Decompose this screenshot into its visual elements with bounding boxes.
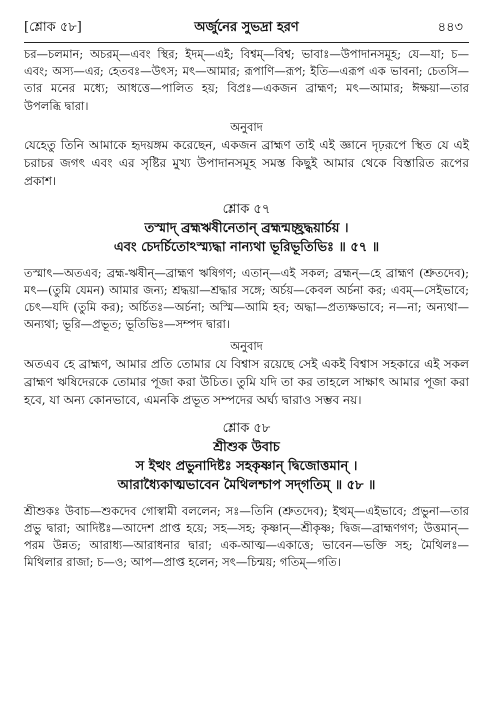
translation-heading: অনুবাদ	[230, 119, 263, 134]
verse-line: স ইত্থং প্রভুনাদিষ্টঃ সহকৃষ্ণান্‌ দ্বিজোত্তমান্‌ ।	[135, 458, 358, 474]
header-divider	[24, 42, 469, 43]
verse-number: শ্লোক ৫৮	[222, 420, 271, 436]
translation-paragraph: অতএব হে ব্রাহ্মণ, আমার প্রতি তোমার যে বিশ্বাস রয়েছে সেই একই বিশ্বাস সহকারে এই সকল ব্রাহ্মণ ঋষিদেরকে তোমার পূজা করা উচিত। তুমি যদি তা কর তাহলে সাক্ষাৎ আমার পূজা করা হবে, যা অন্য কোনভাবে, এমনকি প্রভূত সম্পদের অর্ঘ্য দ্বারাও সম্ভব নয়।	[24, 356, 469, 407]
chapter-reference: [শ্লোক ৫৮]	[24, 20, 82, 35]
page-title: অর্জুনের সুভদ্রা হরণ	[194, 20, 299, 35]
page-number: ৪৪৩	[437, 20, 463, 35]
translation-paragraph: যেহেতু তিনি আমাকে হৃদয়ঙ্গম করেছেন, একজন ব্রাহ্মণ তাই এই জ্ঞানে দৃঢ়রূপে স্থিত যে এই চরাচর জগৎ এবং এর সৃষ্টির মুখ্য উপাদানসমূহ সমস্ত কিছুই আমার থেকে বিস্তারিত রূপের প্রকাশ।	[24, 137, 469, 188]
page-body	[24, 46, 469, 571]
page-header	[24, 18, 469, 38]
verse-line: এবং চেদর্চিতোঽস্ম্যদ্ধা নান্যথা ভূরিভূতিভিঃ ॥ ৫৭ ॥	[113, 239, 380, 255]
synonyms-paragraph: চর—চলমান; অচরম্‌—এবং স্থির; ইদম্‌—এই; বিশ্বম্‌—বিশ্ব; ভাবাঃ—উপাদানসমূহ; যে—যা; চ—এবং; অস্য—এর; হেতবঃ—উৎস; মৎ—আমার; রূপাণি—রূপ; ইতি—এরূপ এক ভাবনা; চেতসি—তার মনের মধ্যে; আধত্তে—পালিত হয়; বিপ্রঃ—একজন ব্রাহ্মণ; মৎ—আমার; ঈক্ষয়া—তার উপলব্ধি দ্বারা।	[24, 47, 469, 113]
verse-number: শ্লোক ৫৭	[222, 201, 271, 217]
synonyms-paragraph: তস্মাৎ—অতএব; ব্রহ্ম-ঋষীন্‌—ব্রাহ্মণ ঋষিগণ; এতান্‌—এই সকল; ব্রহ্মন্‌—হে ব্রাহ্মণ (শ্রুতদেব); মৎ—(তুমি যেমন) আমার জন্য; শ্রদ্ধয়া—শ্রদ্ধার সঙ্গে; অর্চয়—কেবল অর্চনা কর; এবম্‌—সেইভাবে; চেৎ—যদি (তুমি কর); অর্চিতঃ—অর্চনা; অস্মি—আমি হব; অদ্ধা—প্রত্যক্ষভাবে; ন—না; অন্যথা—অন্যথা; ভূরি—প্রভূত; ভূতিভিঃ—সম্পদ দ্বারা।	[24, 265, 469, 332]
translation-heading: অনুবাদ	[230, 338, 263, 353]
verse-speaker: শ্রীশুক উবাচ	[213, 439, 280, 455]
verse-line: তস্মাদ্‌ ব্রহ্মঋষীনেতান্‌ ব্রহ্মন্মচ্ছ্রদ্ধয়ার্চয় ।	[144, 220, 349, 236]
synonyms-paragraph: শ্রীশুকঃ উবাচ—শুকদেব গোস্বামী বললেন; সঃ—তিনি (শ্রুতদেব); ইত্থম্‌—এইভাবে; প্রভুনা—তার প্রভু দ্বারা; আদিষ্টঃ—আদেশ প্রাপ্ত হয়ে; সহ—সহ; কৃষ্ণান্‌—শ্রীকৃষ্ণ; দ্বিজ—ব্রাহ্মণগণ; উত্তমান্‌—পরম উন্নত; আরাধ্য—আরাধনার দ্বারা; এক-আত্ম—একাত্তে; ভাবেন—ভক্তি সহ; মৈথিলঃ—মিথিলার রাজা; চ—ও; আপ—প্রাপ্ত হলেন; সৎ—চিন্ময়; গতিম্‌—গতি।	[24, 503, 469, 570]
verse-line: আরাধ্যৈকাত্মভাবেন মৈথিলশ্চাপ সদ্‌গতিম্‌ ॥ ৫৮ ॥	[117, 477, 376, 493]
